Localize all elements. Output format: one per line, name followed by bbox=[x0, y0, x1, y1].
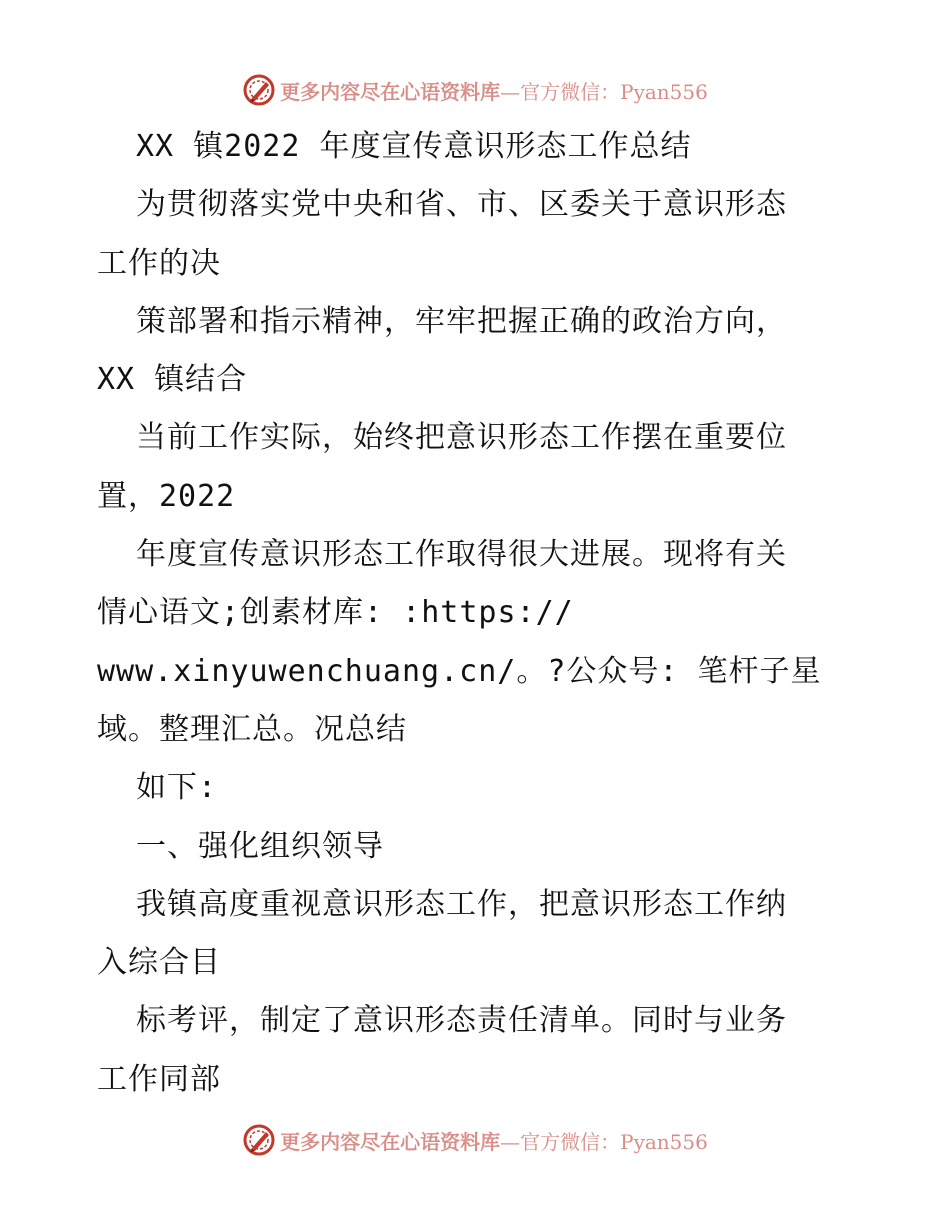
paragraph-line: 入综合目 bbox=[97, 945, 221, 981]
paragraph-line: 为贯彻落实党中央和省、市、区委关于意识形态 bbox=[136, 187, 787, 223]
paragraph-line: 标考评，制定了意识形态责任清单。同时与业务 bbox=[136, 1003, 787, 1039]
pen-logo-icon bbox=[242, 1123, 276, 1157]
document-title: XX 镇2022 年度宣传意识形态工作总结 bbox=[136, 129, 692, 164]
paragraph-line: 年度宣传意识形态工作取得很大进展。现将有关 bbox=[136, 537, 787, 573]
paragraph-line: 工作的决 bbox=[97, 245, 221, 281]
document-body bbox=[97, 118, 877, 1109]
section-heading: 一、强化组织领导 bbox=[136, 828, 384, 864]
header-wechat-label: 官方微信： bbox=[520, 79, 621, 104]
paragraph-line: 情心语文;创素材库: :https:// bbox=[97, 595, 574, 631]
header-banner-title: 更多内容尽在心语资料库 bbox=[280, 79, 501, 104]
footer-wechat-id: Pyan556 bbox=[620, 1129, 708, 1154]
footer-wechat-label: 官方微信： bbox=[520, 1129, 621, 1154]
header-banner bbox=[0, 68, 950, 112]
header-banner-text bbox=[280, 76, 708, 105]
paragraph-line: XX 镇结合 bbox=[97, 362, 248, 398]
paragraph-line: 置，2022 bbox=[97, 478, 236, 514]
header-banner-dash: — bbox=[500, 79, 521, 104]
footer-banner-dash: — bbox=[500, 1129, 521, 1154]
paragraph-line: 工作同部 bbox=[97, 1061, 221, 1097]
paragraph-line: 如下: bbox=[136, 770, 218, 806]
paragraph-line: 域。整理汇总。况总结 bbox=[97, 711, 407, 747]
footer-banner-text bbox=[280, 1126, 708, 1155]
footer-banner-title: 更多内容尽在心语资料库 bbox=[280, 1129, 501, 1154]
paragraph-line: 当前工作实际，始终把意识形态工作摆在重要位 bbox=[136, 420, 787, 456]
pen-logo-icon bbox=[242, 73, 276, 107]
paragraph-line: www.xinyuwenchuang.cn/。?公众号: 笔杆子星 bbox=[97, 653, 822, 689]
paragraph-line: 策部署和指示精神，牢牢把握正确的政治方向， bbox=[136, 303, 787, 339]
header-wechat-id: Pyan556 bbox=[620, 79, 708, 104]
paragraph-line: 我镇高度重视意识形态工作，把意识形态工作纳 bbox=[136, 886, 787, 922]
footer-banner bbox=[0, 1118, 950, 1162]
